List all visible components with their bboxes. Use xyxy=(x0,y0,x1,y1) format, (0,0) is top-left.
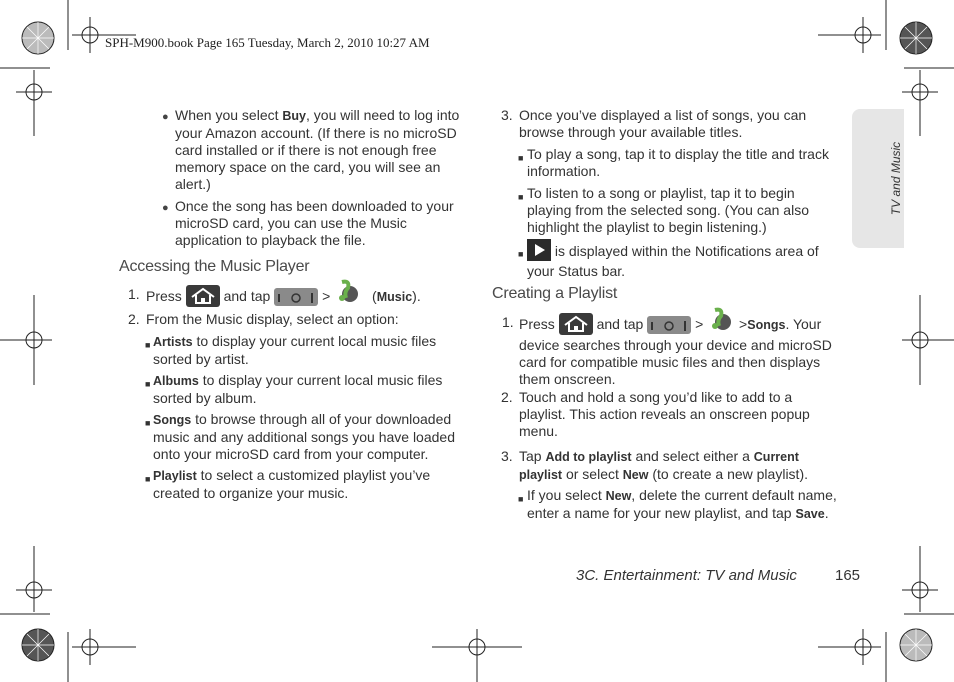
option-playlist xyxy=(153,467,473,502)
bullet-square: ■ xyxy=(518,153,524,163)
songs-term: Songs xyxy=(153,413,192,427)
bullet-buy xyxy=(175,107,475,193)
text: ). xyxy=(412,288,421,305)
bullet-downloaded xyxy=(175,198,475,249)
text: highlight the playlist to begin listening.) xyxy=(527,219,767,235)
side-tab-label: TV and Music xyxy=(888,141,903,216)
playlist-step1 xyxy=(519,308,849,388)
playlist-step2 xyxy=(519,389,849,440)
text: is displayed within the Notifications area of xyxy=(551,243,819,259)
text: When you select xyxy=(175,107,283,123)
text: memory space on the card, you will see an xyxy=(175,159,441,175)
text: onto your microSD card from your computer. xyxy=(153,446,429,462)
menu-key-icon xyxy=(647,316,691,334)
text: to select a customized playlist you’ve xyxy=(196,467,431,483)
text: application to playback the file. xyxy=(175,232,366,248)
text: card installed or if there is not enough free xyxy=(175,142,437,158)
text: Tap xyxy=(519,448,546,464)
print-header: SPH-M900.book Page 165 Tuesday, March 2, 2010 10:27 AM xyxy=(105,35,430,50)
current-term: Current xyxy=(753,450,799,464)
text: If you select xyxy=(527,487,606,503)
footer-section: 3C. Entertainment: TV and Music xyxy=(576,567,797,584)
new-term: New xyxy=(605,489,632,503)
text: microSD card, you can use the Music xyxy=(175,215,407,231)
side-tab xyxy=(852,109,904,248)
text: your Status bar. xyxy=(527,263,626,280)
text: to display your current local music files xyxy=(198,372,443,388)
playlist-term: playlist xyxy=(519,468,563,482)
bullet-dot: ● xyxy=(162,111,169,123)
text: card for compatible music files and then displays xyxy=(519,354,821,370)
albums-term: Albums xyxy=(153,374,199,388)
text: > xyxy=(739,316,748,333)
playlist-step3 xyxy=(519,448,849,484)
text: and tap xyxy=(223,288,271,305)
heading-accessing: Accessing the Music Player xyxy=(119,258,310,275)
text: , delete the current default name, xyxy=(631,487,837,503)
bullet-square: ■ xyxy=(518,249,524,259)
buy-term: Buy xyxy=(282,109,307,123)
bullet-square: ■ xyxy=(145,418,151,428)
home-key-icon xyxy=(186,285,220,307)
songs-term: Songs xyxy=(747,318,786,333)
option-albums xyxy=(153,372,473,407)
text: sorted by artist. xyxy=(153,351,249,367)
sub-play-song xyxy=(527,146,847,180)
text: To play a song, tap it to display the title and track xyxy=(527,146,829,162)
step1 xyxy=(146,280,421,315)
sub-new-playlist xyxy=(527,487,852,523)
heading-creating: Creating a Playlist xyxy=(492,285,618,302)
add-to-playlist-term: Add to playlist xyxy=(545,450,632,464)
text: sorted by album. xyxy=(153,390,257,406)
menu-key-icon xyxy=(274,288,318,306)
text: and select either a xyxy=(631,448,754,464)
text: to display your current local music files xyxy=(192,333,437,349)
text: music and any additional songs you have loaded xyxy=(153,429,455,445)
music-icon xyxy=(707,306,735,341)
playlist-term: Playlist xyxy=(153,469,197,483)
text: information. xyxy=(527,163,601,179)
step-number: 3. xyxy=(501,448,513,464)
text: > xyxy=(695,316,704,333)
sub-notification xyxy=(527,240,847,280)
text: ( xyxy=(372,288,377,305)
text: (to create a new playlist). xyxy=(648,466,808,482)
artists-term: Artists xyxy=(153,335,193,349)
text: or select xyxy=(562,466,623,482)
text: playlist. This action reveals an onscreen popup xyxy=(519,406,810,422)
option-artists xyxy=(153,333,473,368)
sub-listen xyxy=(527,185,847,236)
text: playing from the selected song. (You can also xyxy=(527,202,809,218)
play-icon xyxy=(527,239,551,261)
home-key-icon xyxy=(559,313,593,335)
bullet-square: ■ xyxy=(145,340,151,350)
text: created to organize your music. xyxy=(153,485,349,501)
option-songs xyxy=(153,411,473,463)
text: . Your xyxy=(785,316,822,333)
text: Press xyxy=(146,288,182,305)
text: > xyxy=(322,288,331,305)
step2: From the Music display, select an option: xyxy=(146,311,399,327)
bullet-square: ■ xyxy=(518,494,524,504)
text: Once you’ve displayed a list of songs, you can xyxy=(519,107,807,123)
bullet-dot: ● xyxy=(162,202,169,214)
text: To listen to a song or playlist, tap it to begin xyxy=(527,185,795,201)
step-number: 2. xyxy=(128,311,140,327)
text: browse through your available titles. xyxy=(519,124,743,140)
text: to browse through all of your downloaded xyxy=(191,411,452,427)
save-term: Save xyxy=(795,507,825,521)
new-term: New xyxy=(622,468,649,482)
text: , you will need to log into xyxy=(306,107,460,123)
text: device searches through your device and microSD xyxy=(519,337,832,353)
bullet-square: ■ xyxy=(518,192,524,202)
step-number: 1. xyxy=(128,286,140,302)
text: Once the song has been downloaded to your xyxy=(175,198,454,214)
page-number: 165 xyxy=(835,567,861,584)
music-icon xyxy=(334,278,362,313)
music-term: Music xyxy=(376,290,413,305)
step-number: 3. xyxy=(501,107,513,123)
text: . xyxy=(824,505,829,521)
text: Press xyxy=(519,316,555,333)
text: your Amazon account. (If there is no microSD xyxy=(175,125,457,141)
text: alert.) xyxy=(175,176,211,192)
step3-songs xyxy=(519,107,844,141)
text: them onscreen. xyxy=(519,371,616,387)
text: menu. xyxy=(519,423,558,439)
bullet-square: ■ xyxy=(145,474,151,484)
bullet-square: ■ xyxy=(145,379,151,389)
step-number: 2. xyxy=(501,389,513,405)
text: Touch and hold a song you’d like to add to a xyxy=(519,389,793,405)
text: enter a name for your new playlist, and tap xyxy=(527,505,796,521)
step-number: 1. xyxy=(502,314,514,330)
text: and tap xyxy=(596,316,644,333)
